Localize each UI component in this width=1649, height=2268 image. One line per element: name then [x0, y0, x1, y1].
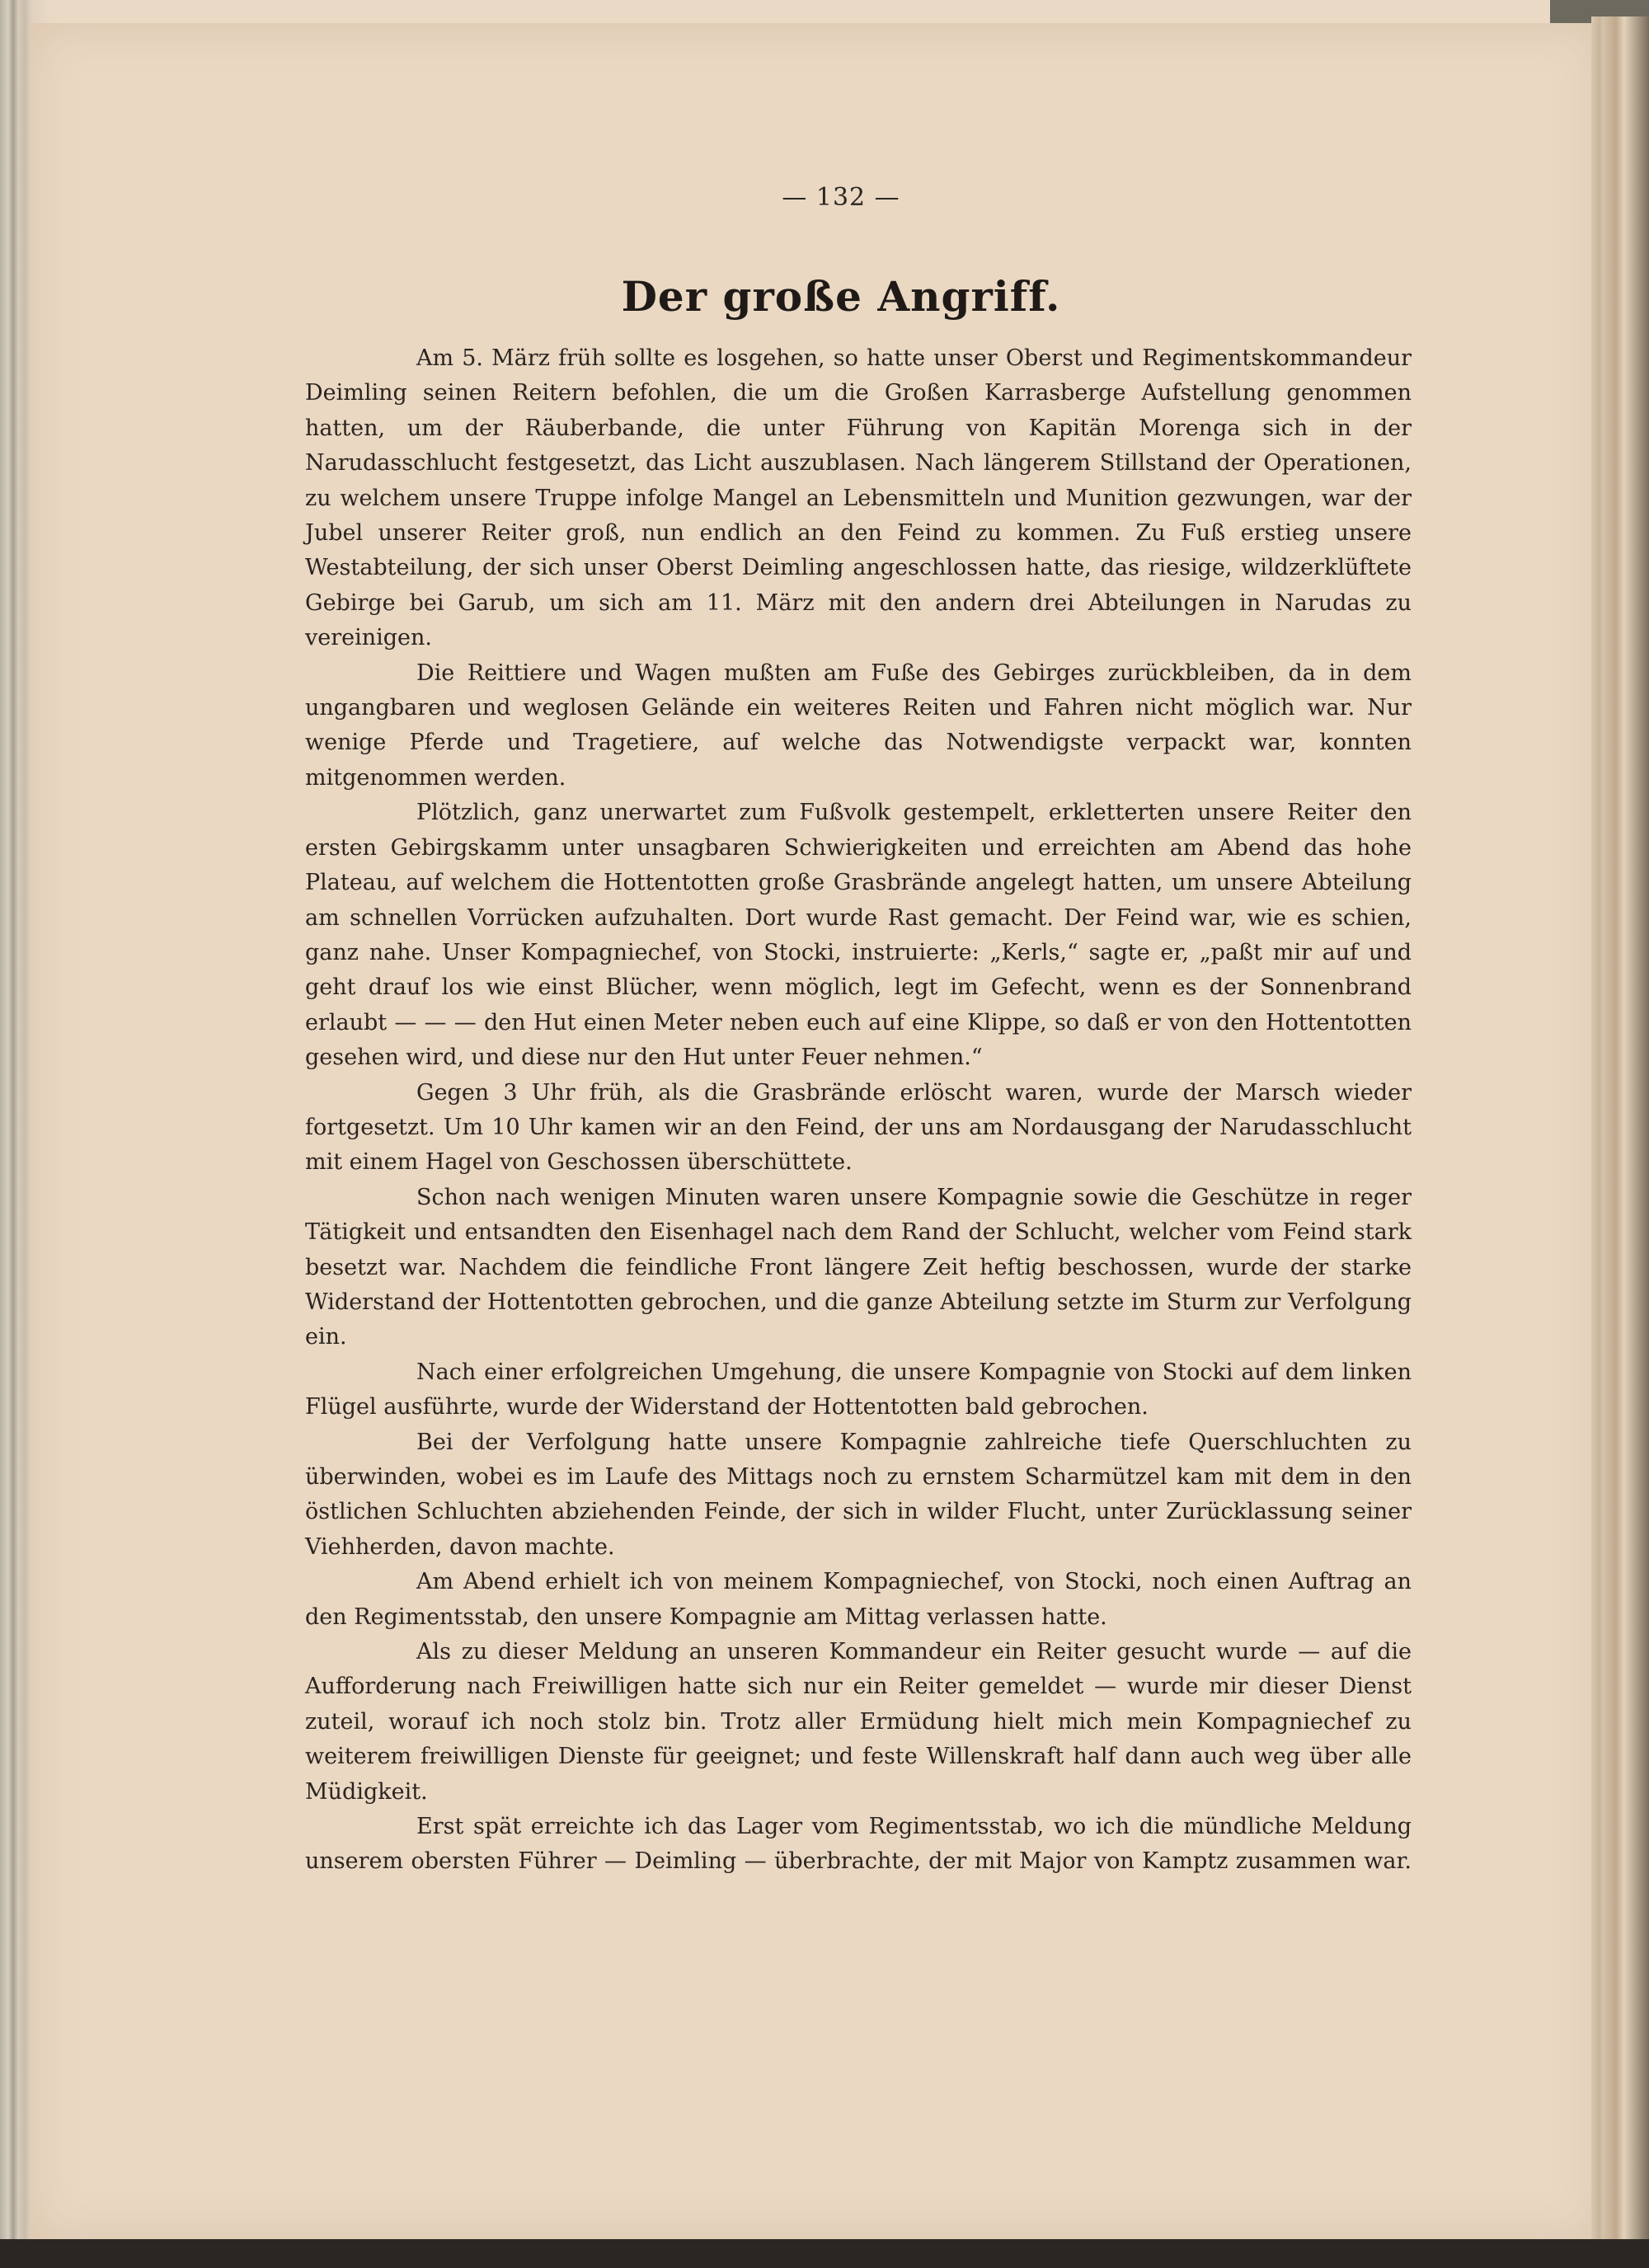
paragraph: Am 5. März früh sollte es losgehen, so hatte unser Oberst und Regimentskommandeur Deimling seinen Reitern befohlen, die um die Großen Karrasberge Aufstellung genommen hatten, um der Räuberbande, die unter Führung von Kapitän Morenga sich in der Narudasschlucht festgesetzt, das Licht auszublasen. Nach längerem Stillstand der Operationen, zu welchem unsere Truppe infolge Mangel an Lebensmitteln und Munition gezwungen, war der Jubel unserer Reiter groß, nun endlich an den Feind zu kommen. Zu Fuß erstieg unsere Westabteilung, der sich unser Oberst Deimling angeschlossen hatte, das riesige, wildzerklüftete Gebirge bei Garub, um sich am 11. März mit den andern drei Abteilungen in Narudas zu vereinigen.: [305, 345, 1412, 651]
paragraph: Nach einer erfolgreichen Umgehung, die unsere Kompagnie von Stocki auf dem linken Flügel ausführte, wurde der Widerstand der Hottentotten bald gebrochen.: [305, 1359, 1412, 1420]
paragraph: Gegen 3 Uhr früh, als die Grasbrände erlöscht waren, wurde der Marsch wieder fortgesetzt. Um 10 Uhr kamen wir an den Feind, der uns am Nordausgang der Narudasschlucht mit einem Hagel von Geschossen überschüttete.: [305, 1079, 1412, 1176]
paragraph: Plötzlich, ganz unerwartet zum Fußvolk gestempelt, erkletterten unsere Reiter den ersten Gebirgskamm unter unsagbaren Schwierigkeiten und erreichten am Abend das hohe Plateau, auf welchem die Hottentotten große Grasbrände angelegt hatten, um unsere Abteilung am schnellen Vorrücken aufzuhalten. Dort wurde Rast gemacht. Der Feind war, wie es schien, ganz nahe. Unser Kompagniechef, von Stocki, instruierte: „Kerls,“ sagte er, „paßt mir auf und geht drauf los wie einst Blücher, wenn möglich, legt im Gefecht, wenn es der Sonnenbrand erlaubt — — — den Hut einen Meter neben euch auf eine Klippe, so daß er von den Hottentotten gesehen wird, und diese nur den Hut unter Feuer nehmen.“: [305, 800, 1412, 1071]
scan-border: [0, 2239, 1649, 2268]
page-edge: [1591, 16, 1649, 2242]
body-text: [305, 341, 1412, 1880]
paragraph: Als zu dieser Meldung an unseren Kommandeur ein Reiter gesucht wurde — auf die Aufforderung nach Freiwilligen hatte sich nur ein Reiter gemeldet — wurde mir dieser Dienst zuteil, worauf ich noch stolz bin. Trotz aller Ermüdung hielt mich mein Kompagniechef zu weiterem freiwilligen Dienste für geeignet; und feste Willenskraft half dann auch weg über alle Müdigkeit.: [305, 1639, 1412, 1805]
paragraph: Schon nach wenigen Minuten waren unsere Kompagnie sowie die Geschütze in reger Tätigkeit und entsandten den Eisenhagel nach dem Rand der Schlucht, welcher vom Feind stark besetzt war. Nachdem die feindliche Front längere Zeit heftig beschossen, wurde der starke Widerstand der Hottentotten gebrochen, und die ganze Abteilung setzte im Sturm zur Verfolgung ein.: [305, 1184, 1412, 1350]
paragraph: Die Reittiere und Wagen mußten am Fuße des Gebirges zurückbleiben, da in dem ungangbaren und weglosen Gelände ein weiteres Reiten und Fahren nicht möglich war. Nur wenige Pferde und Tragetiere, auf welche das Notwendigste verpackt war, konnten mitgenommen werden.: [305, 660, 1412, 791]
page-number: — 132 —: [782, 183, 900, 212]
paragraph: Am Abend erhielt ich von meinem Kompagniechef, von Stocki, noch einen Auftrag an den Regimentsstab, den unsere Kompagnie am Mittag verlassen hatte.: [305, 1569, 1412, 1630]
chapter-title: Der große Angriff.: [621, 272, 1061, 321]
paragraph: Erst spät erreichte ich das Lager vom Regimentsstab, wo ich die mündliche Meldung unserem obersten Führer — Deimling — überbrachte, der mit Major von Kamptz zusammen war.: [305, 1814, 1412, 1875]
paragraph: Bei der Verfolgung hatte unsere Kompagnie zahlreiche tiefe Querschluchten zu überwinden, wobei es im Laufe des Mittags noch zu ernstem Scharmützel kam mit dem in den östlichen Schluchten abziehenden Feinde, der sich in wilder Flucht, unter Zurücklassung seiner Viehherden, davon machte.: [305, 1429, 1412, 1560]
